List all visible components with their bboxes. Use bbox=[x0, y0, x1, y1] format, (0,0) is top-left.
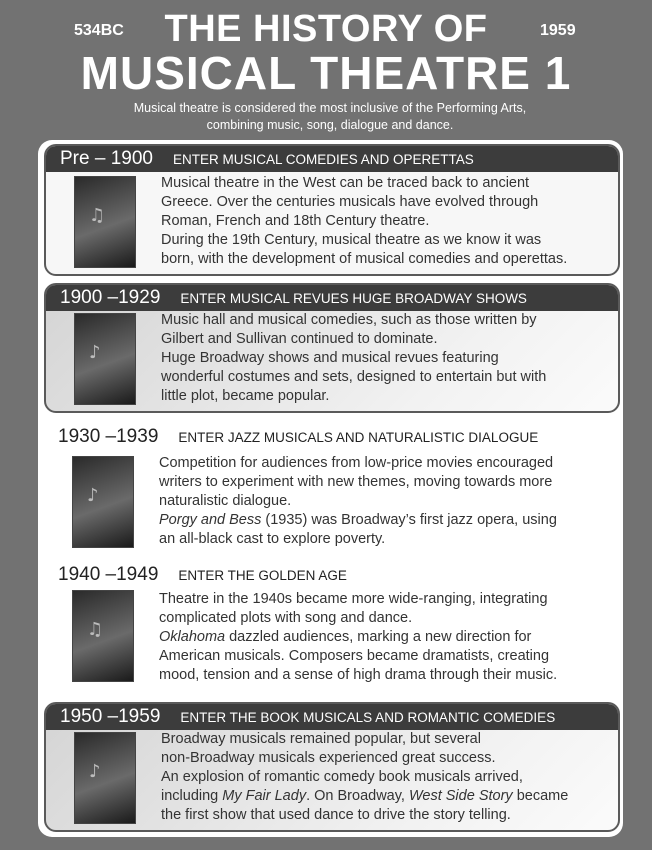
text-line: writers to experiment with new themes, moving towards more bbox=[159, 474, 553, 490]
section-header bbox=[44, 424, 616, 450]
text-line: During the 19th Century, musical theatre as we know it was bbox=[161, 232, 542, 248]
music-note-icon: ♪ bbox=[87, 485, 99, 506]
text-line: Huge Broadway shows and musical revues featuring bbox=[161, 350, 499, 366]
section-pre-1900 bbox=[44, 144, 620, 276]
section-header bbox=[46, 704, 618, 730]
section-text bbox=[159, 454, 614, 549]
music-note-icon: ♫ bbox=[87, 619, 104, 640]
golden-age-poster-image bbox=[72, 590, 134, 682]
show-title: My Fair Lady bbox=[222, 788, 307, 804]
section-period: 1950 –1959 bbox=[60, 706, 161, 727]
section-heading: ENTER MUSICAL REVUES HUGE BROADWAY SHOWS bbox=[180, 290, 527, 306]
section-header bbox=[46, 146, 618, 172]
show-title: West Side Story bbox=[408, 788, 513, 804]
section-1930-1939 bbox=[44, 424, 616, 552]
text-line: Gilbert and Sullivan continued to dominate. bbox=[161, 331, 438, 347]
section-text bbox=[161, 311, 616, 406]
show-title: Oklahoma bbox=[159, 629, 226, 645]
intro-text bbox=[60, 100, 600, 134]
text-line: mood, tension and a sense of high drama through their music. bbox=[159, 667, 558, 683]
text-line: complicated plots with song and dance. bbox=[159, 610, 413, 626]
text-fragment: (1935) was Broadway’s first jazz opera, using bbox=[261, 512, 557, 528]
section-1940-1949 bbox=[44, 562, 616, 690]
section-text bbox=[159, 590, 614, 685]
text-fragment: including bbox=[161, 788, 223, 804]
text-line: an all-black cast to explore poverty. bbox=[159, 531, 386, 547]
text-line: Competition for audiences from low-price movies encouraged bbox=[159, 455, 554, 471]
section-text bbox=[161, 174, 616, 269]
book-musical-poster-image bbox=[74, 732, 136, 824]
section-text bbox=[161, 730, 616, 825]
text-line bbox=[159, 628, 614, 647]
section-period: 1940 –1949 bbox=[58, 564, 159, 585]
text-fragment: . On Broadway, bbox=[306, 788, 409, 804]
jazz-musical-poster-image bbox=[72, 456, 134, 548]
intro-line: Musical theatre is considered the most inclusive of the Performing Arts, bbox=[133, 101, 527, 115]
section-heading: ENTER THE BOOK MUSICALS AND ROMANTIC COMEDIES bbox=[180, 709, 556, 725]
text-line: Theatre in the 1940s became more wide-ranging, integrating bbox=[159, 591, 548, 607]
text-line bbox=[159, 511, 614, 530]
text-line: little plot, became popular. bbox=[161, 388, 330, 404]
start-year: 534BC bbox=[74, 22, 124, 39]
music-note-icon: ♪ bbox=[89, 342, 101, 363]
section-period: 1930 –1939 bbox=[58, 426, 159, 447]
title-line-1: THE HISTORY OF bbox=[164, 8, 488, 50]
text-line: Greece. Over the centuries musicals have evolved through bbox=[161, 194, 539, 210]
section-period: Pre – 1900 bbox=[60, 148, 153, 169]
section-header bbox=[46, 285, 618, 311]
section-header bbox=[44, 562, 616, 588]
end-year: 1959 bbox=[540, 22, 576, 39]
section-heading: ENTER MUSICAL COMEDIES AND OPERETTAS bbox=[172, 151, 474, 167]
title-line-2: MUSICAL THEATRE 1 bbox=[80, 47, 572, 99]
section-heading: ENTER THE GOLDEN AGE bbox=[178, 567, 347, 583]
section-1900-1929 bbox=[44, 283, 620, 413]
text-line: American musicals. Composers became dramatists, creating bbox=[159, 648, 550, 664]
text-line: born, with the development of musical comedies and operettas. bbox=[161, 251, 568, 267]
broadway-revue-poster-image bbox=[74, 313, 136, 405]
section-period: 1900 –1929 bbox=[60, 287, 161, 308]
text-line: wonderful costumes and sets, designed to entertain but with bbox=[161, 369, 547, 385]
text-line: Broadway musicals remained popular, but several bbox=[161, 731, 481, 747]
intro-line: combining music, song, dialogue and dance. bbox=[206, 118, 454, 132]
music-note-icon: ♪ bbox=[89, 761, 101, 782]
the-beggars-opera-poster-image bbox=[74, 176, 136, 268]
text-line: Roman, French and 18th Century theatre. bbox=[161, 213, 430, 229]
text-line: An explosion of romantic comedy book musicals arrived, bbox=[161, 769, 523, 785]
section-heading: ENTER JAZZ MUSICALS AND NATURALISTIC DIALOGUE bbox=[178, 429, 539, 445]
text-line: Music hall and musical comedies, such as those written by bbox=[161, 312, 537, 328]
text-line: non-Broadway musicals experienced great success. bbox=[161, 750, 496, 766]
theatre-masks-icon: ♫ bbox=[89, 205, 106, 226]
show-title: Porgy and Bess bbox=[159, 512, 262, 528]
text-line: the first show that used dance to drive the story telling. bbox=[161, 807, 511, 823]
text-line: naturalistic dialogue. bbox=[159, 493, 292, 509]
text-line: Musical theatre in the West can be traced back to ancient bbox=[161, 175, 530, 191]
text-line bbox=[161, 787, 616, 806]
text-fragment: became bbox=[512, 788, 569, 804]
text-fragment: dazzled audiences, marking a new direction for bbox=[225, 629, 532, 645]
section-1950-1959 bbox=[44, 702, 620, 832]
